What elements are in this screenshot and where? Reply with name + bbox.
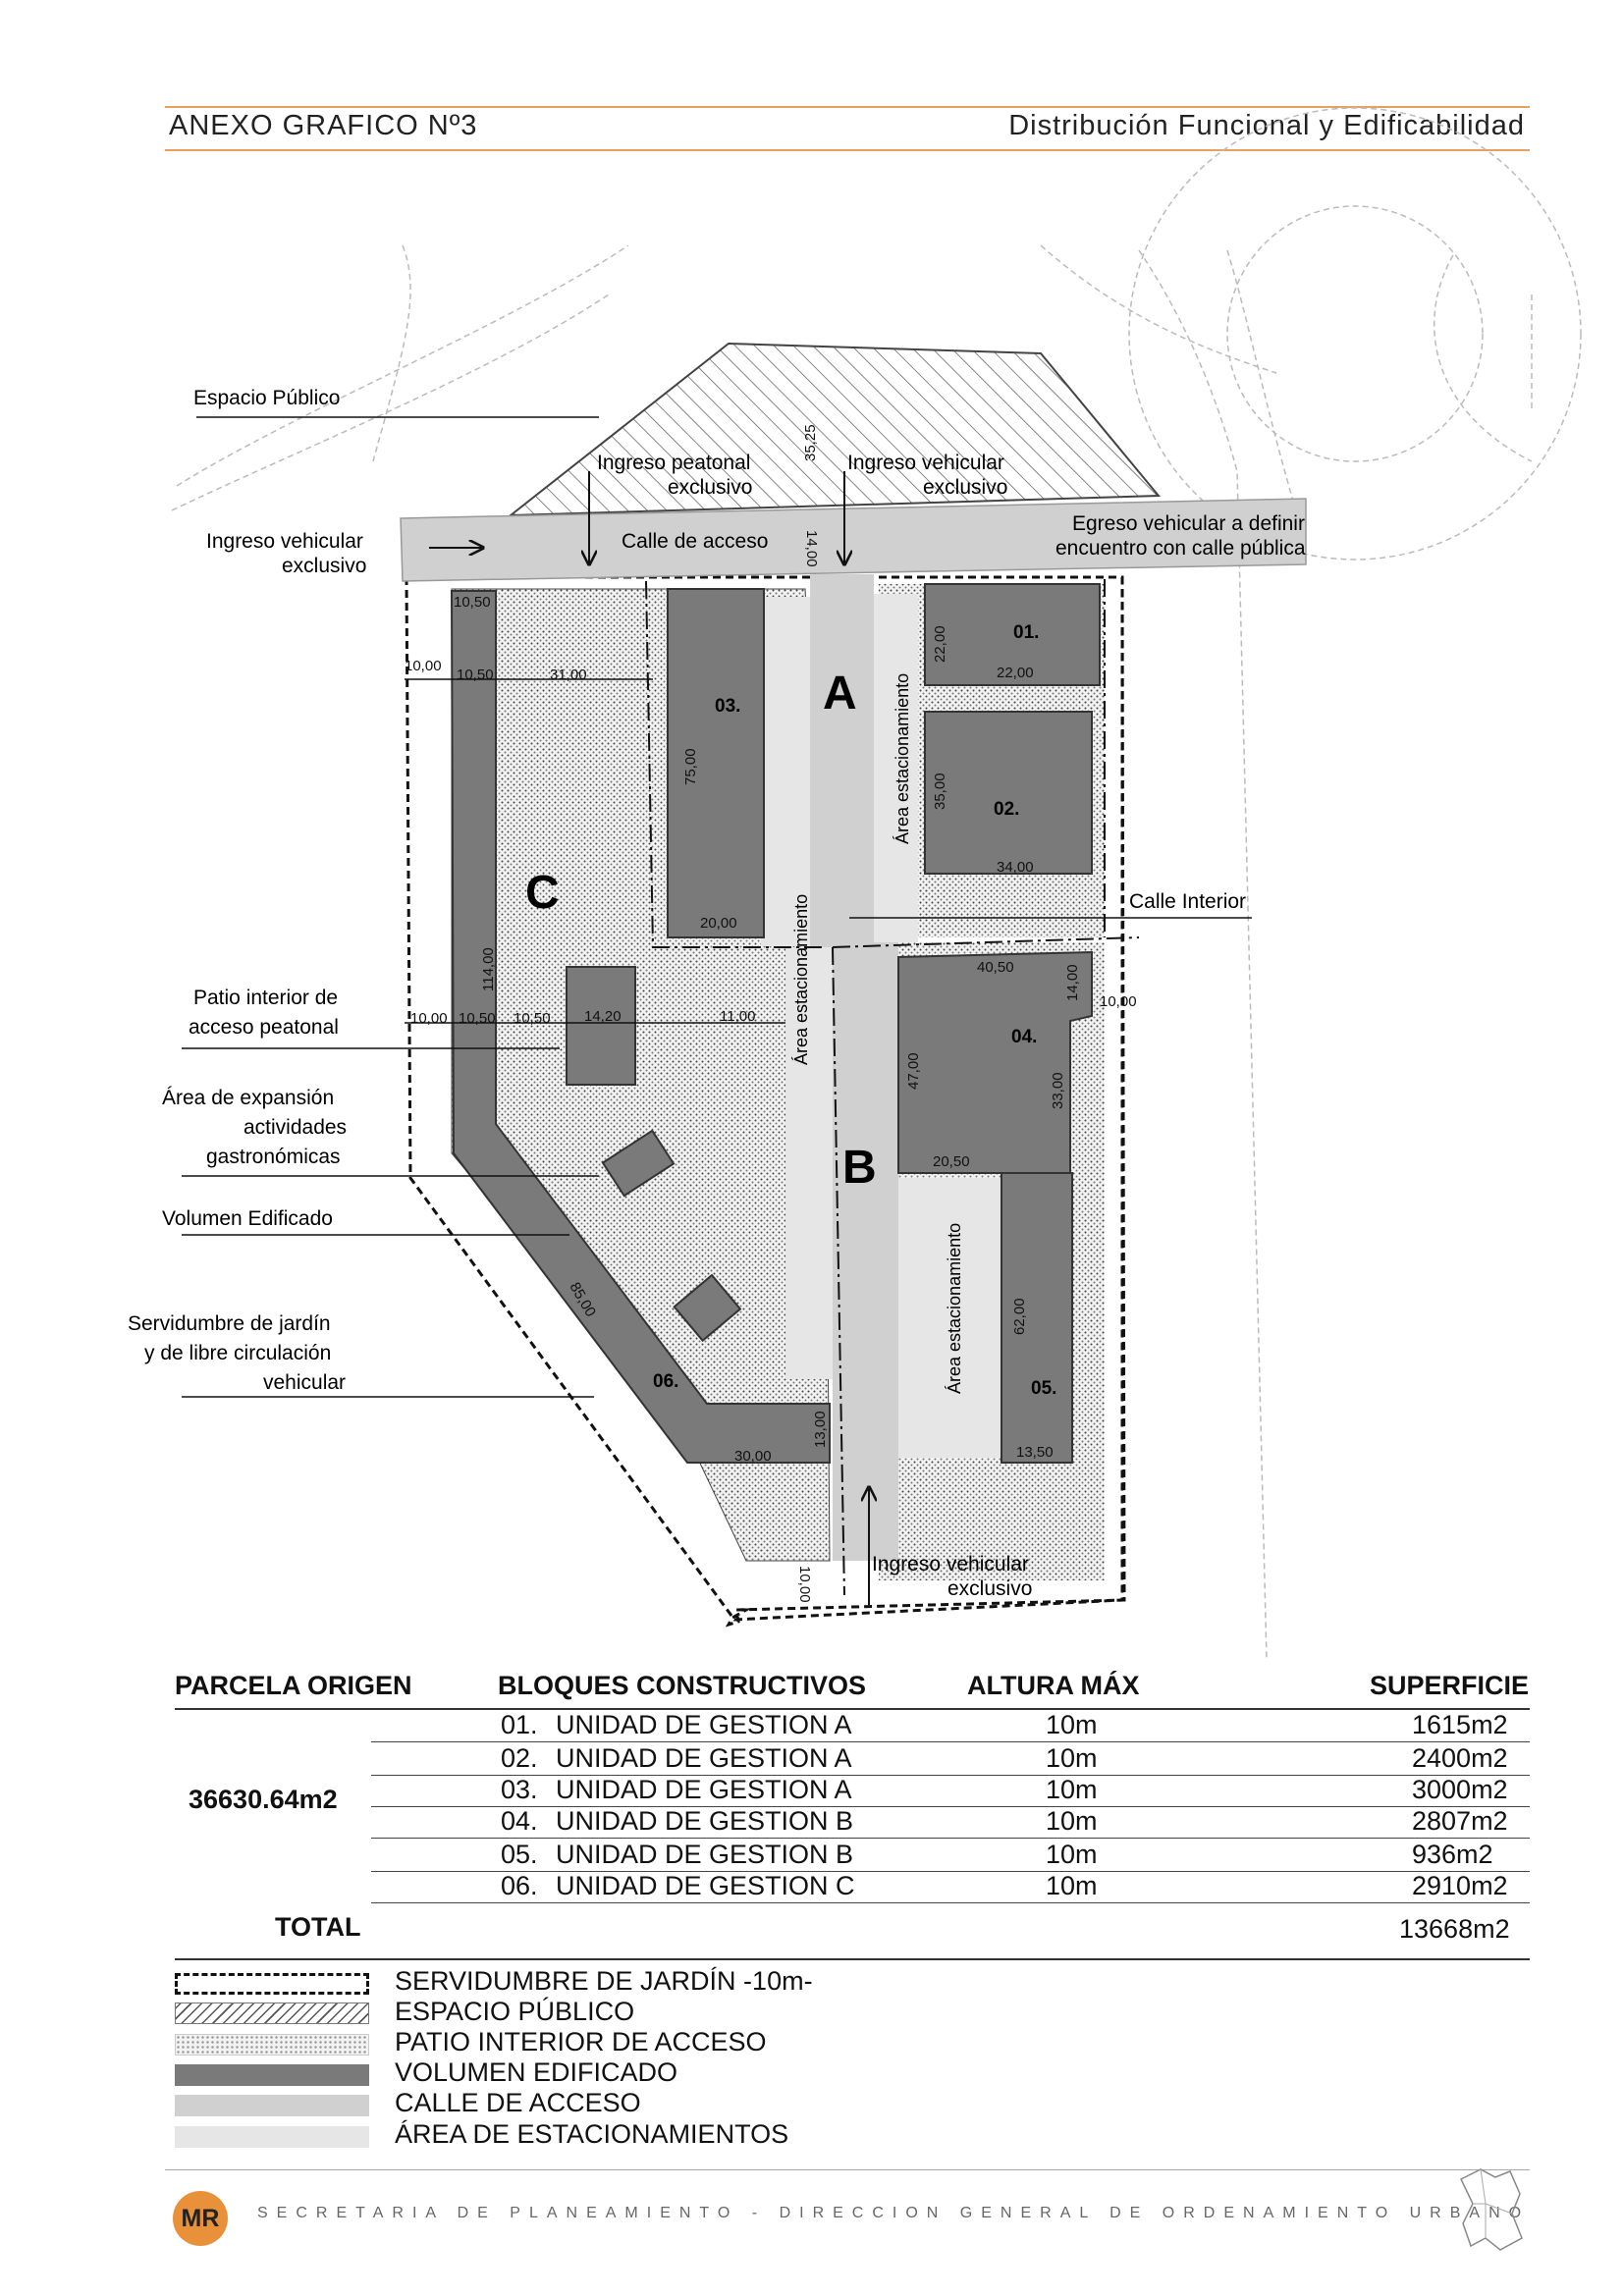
area-est-a-der: Área estacionamiento	[893, 672, 912, 844]
row-superficie: 2807m2	[1412, 1806, 1508, 1836]
row-altura: 10m	[1046, 1775, 1098, 1804]
label-serv-3: vehicular	[263, 1371, 347, 1394]
th-superficie: SUPERFICIE	[1370, 1671, 1530, 1700]
block-06-label: 06.	[653, 1371, 679, 1392]
label-espacio-publico: Espacio Público	[193, 387, 341, 409]
legend-label-patio: PATIO INTERIOR DE ACCESO	[395, 2027, 767, 2056]
row-rule	[371, 1838, 1530, 1839]
total-label: TOTAL	[275, 1912, 361, 1942]
block-04	[898, 952, 1092, 1173]
label-patio-2: acceso peatonal	[189, 1016, 339, 1039]
legend-label-calle: CALLE DE ACCESO	[395, 2088, 641, 2117]
row-num: 06.	[501, 1871, 538, 1900]
dim-1050a: 10,50	[454, 594, 491, 611]
row-unidad: UNIDAD DE GESTION A	[556, 1743, 852, 1773]
label-expansion-3: gastronómicas	[206, 1146, 341, 1168]
dim-1300: 13,00	[812, 1411, 829, 1448]
parcela-value: 36630.64m2	[189, 1785, 338, 1814]
estacionamiento-a-izq	[761, 597, 810, 946]
row-superficie: 1615m2	[1412, 1710, 1508, 1739]
label-ingreso-peatonal-b: exclusivo	[668, 476, 753, 499]
block-01-label: 01.	[1013, 622, 1040, 643]
legend-label-volumen: VOLUMEN EDIFICADO	[395, 2057, 678, 2087]
th-bloques: BLOQUES CONSTRUCTIVOS	[498, 1671, 867, 1700]
zone-b: B	[842, 1142, 877, 1194]
footer-rule	[165, 2169, 1530, 2170]
label-ingreso-vehicular-1b: exclusivo	[282, 555, 367, 577]
city-map-icon	[1451, 2160, 1530, 2258]
row-rule	[371, 1871, 1530, 1872]
legend-swatch-calle	[175, 2095, 369, 2116]
dim-3100: 31,00	[550, 667, 587, 683]
dim-1400-r: 14,00	[1064, 964, 1081, 1001]
legend-swatch-estacionamiento	[175, 2126, 369, 2148]
dim-3400: 34,00	[997, 859, 1034, 876]
dim-4050: 40,50	[977, 959, 1014, 976]
dim-4700: 47,00	[905, 1052, 922, 1090]
mr-logo: MR	[173, 2191, 228, 2246]
label-ingreso-vehicular-3: Ingreso vehicular	[872, 1553, 1029, 1575]
legend-swatch-espacio	[175, 2002, 369, 2024]
dim-1000b: 10,00	[410, 1010, 448, 1027]
label-ingreso-vehicular-2: Ingreso vehicular	[847, 452, 1004, 474]
row-unidad: UNIDAD DE GESTION C	[556, 1871, 855, 1900]
block-02	[925, 712, 1092, 874]
dim-1000a: 10,00	[405, 658, 442, 674]
row-superficie: 3000m2	[1412, 1775, 1508, 1804]
block-03-label: 03.	[715, 696, 741, 717]
row-rule	[371, 1902, 1530, 1903]
annex-title: ANEXO GRAFICO Nº3	[169, 110, 478, 141]
row-altura: 10m	[1046, 1871, 1098, 1900]
label-volumen: Volumen Edificado	[162, 1207, 333, 1230]
footer-text: SECRETARIA DE PLANEAMIENTO - DIRECCION GENERAL DE ORDENAMIENTO URBANO	[257, 2205, 1531, 2221]
label-egreso-2: encuentro con calle pública	[1055, 537, 1306, 560]
dim-3000: 30,00	[734, 1448, 772, 1465]
row-altura: 10m	[1046, 1840, 1098, 1869]
zone-c: C	[525, 867, 560, 919]
dim-1420: 14,20	[584, 1008, 622, 1025]
label-expansion-2: actividades	[243, 1116, 348, 1139]
area-est-b: Área estacionamiento	[945, 1222, 964, 1394]
label-calle-acceso: Calle de acceso	[622, 530, 769, 553]
label-calle-interior: Calle Interior	[1129, 890, 1247, 913]
label-ingreso-vehicular-1: Ingreso vehicular	[206, 530, 363, 553]
dim-3525: 35,25	[802, 424, 819, 461]
row-rule	[371, 1806, 1530, 1807]
label-serv-2: y de libre circulación	[144, 1342, 332, 1364]
area-est-a-izq: Área estacionamiento	[791, 893, 811, 1065]
row-num: 05.	[501, 1840, 538, 1869]
dim-1100: 11,00	[720, 1008, 756, 1025]
dim-8500: 85,00	[566, 1279, 600, 1320]
total-value: 13668m2	[1399, 1914, 1510, 1944]
dim-1000-r: 10,00	[1100, 993, 1137, 1010]
row-num: 04.	[501, 1806, 538, 1836]
row-altura: 10m	[1046, 1710, 1098, 1739]
th-parcela: PARCELA ORIGEN	[175, 1671, 412, 1700]
row-unidad: UNIDAD DE GESTION A	[556, 1710, 852, 1739]
table-header-rule	[175, 1708, 1530, 1710]
dim-1050c: 10,50	[459, 1010, 496, 1027]
row-rule	[371, 1741, 1530, 1742]
label-egreso-1: Egreso vehicular a definir	[1072, 512, 1305, 535]
espacio-publico-area	[511, 344, 1159, 515]
row-unidad: UNIDAD DE GESTION B	[556, 1840, 854, 1869]
label-patio-1: Patio interior de	[193, 987, 339, 1009]
dim-1000-bot: 10,00	[796, 1566, 813, 1603]
row-superficie: 2400m2	[1412, 1743, 1508, 1773]
patio-volume	[567, 967, 635, 1085]
table-bottom-rule	[175, 1958, 1530, 1960]
label-ingreso-vehicular-3b: exclusivo	[947, 1577, 1033, 1600]
dim-1050b: 10,50	[457, 667, 494, 683]
block-05-label: 05.	[1031, 1378, 1057, 1399]
legend-swatch-servidumbre	[175, 1973, 369, 1995]
row-altura: 10m	[1046, 1743, 1098, 1773]
dim-3300: 33,00	[1050, 1072, 1066, 1109]
sheet-title: Distribución Funcional y Edificabilidad	[1008, 110, 1525, 141]
dim-11400: 114,00	[480, 947, 497, 991]
dim-2200a: 22,00	[932, 625, 948, 663]
dim-1400-top: 14,00	[803, 530, 820, 567]
row-superficie: 936m2	[1412, 1840, 1493, 1869]
legend-swatch-patio	[175, 2034, 369, 2056]
calle-interior-a	[810, 574, 874, 947]
row-num: 02.	[501, 1743, 538, 1773]
legend-label-servidumbre: SERVIDUMBRE DE JARDÍN -10m-	[395, 1966, 813, 1996]
label-ingreso-vehicular-2b: exclusivo	[923, 476, 1008, 499]
zone-a: A	[823, 667, 857, 720]
block-02-label: 02.	[994, 799, 1020, 820]
dim-1050d: 10,50	[514, 1010, 551, 1027]
dim-7500: 75,00	[682, 748, 699, 785]
row-num: 01.	[501, 1710, 538, 1739]
dim-6200: 62,00	[1011, 1298, 1028, 1335]
th-altura: ALTURA MÁX	[967, 1671, 1140, 1700]
dim-2050: 20,50	[933, 1153, 970, 1170]
legend-label-estacionamiento: ÁREA DE ESTACIONAMIENTOS	[395, 2119, 789, 2149]
label-expansion-1: Área de expansión	[162, 1087, 335, 1109]
dim-3500: 35,00	[932, 773, 948, 810]
legend-label-espacio: ESPACIO PÚBLICO	[395, 1997, 635, 2026]
dim-1350: 13,50	[1016, 1444, 1054, 1461]
row-superficie: 2910m2	[1412, 1871, 1508, 1900]
dim-2200b: 22,00	[997, 665, 1034, 681]
legend-swatch-volumen	[175, 2064, 369, 2086]
row-altura: 10m	[1046, 1806, 1098, 1836]
row-unidad: UNIDAD DE GESTION B	[556, 1806, 854, 1836]
row-rule	[371, 1775, 1530, 1776]
row-unidad: UNIDAD DE GESTION A	[556, 1775, 852, 1804]
block-04-label: 04.	[1011, 1027, 1038, 1047]
dim-2000: 20,00	[700, 915, 737, 932]
label-ingreso-peatonal: Ingreso peatonal	[597, 452, 751, 474]
row-num: 03.	[501, 1775, 538, 1804]
label-serv-1: Servidumbre de jardín	[128, 1312, 331, 1335]
